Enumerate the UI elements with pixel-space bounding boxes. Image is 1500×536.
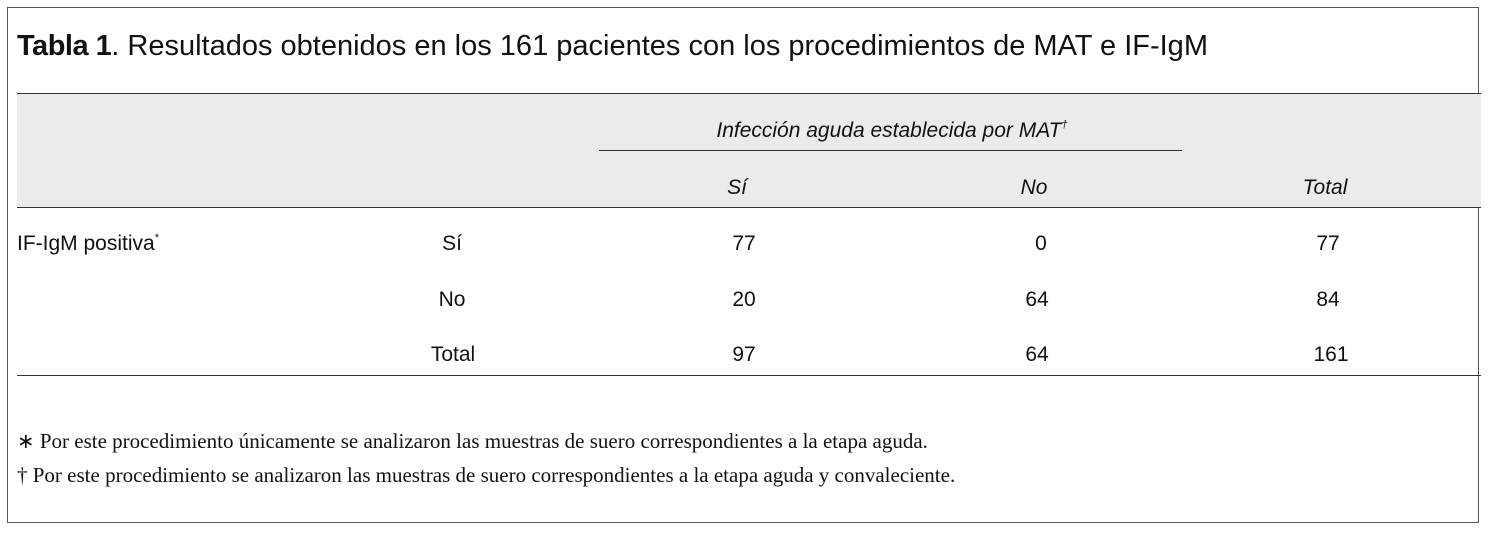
table-caption <box>17 30 1208 63</box>
cell-si-no: 0 <box>1035 232 1047 255</box>
row-label-si: Sí <box>442 232 462 255</box>
col-header-total: Total <box>1302 176 1348 199</box>
cell-total-si: 97 <box>732 343 756 366</box>
cell-si-si: 77 <box>732 232 756 255</box>
col-header-si: Sí <box>727 176 747 199</box>
spanner-header-mark: † <box>1061 119 1068 131</box>
caption-text: . Resultados obtenidos en los 161 pacientes con los procedimientos de MAT e IF-IgM <box>111 30 1208 62</box>
footnote-asterisk: ∗ Por este procedimiento únicamente se analizaron las muestras de suero correspondientes a la etapa aguda. <box>17 429 928 453</box>
caption-label: Tabla 1 <box>17 30 112 62</box>
row-group-label-text: IF-IgM positiva <box>17 232 155 255</box>
spanner-header-text: Infección aguda establecida por MAT <box>716 119 1062 142</box>
cell-no-no: 64 <box>1025 288 1049 311</box>
cell-total-no: 64 <box>1025 343 1049 366</box>
col-header-no: No <box>1020 176 1048 199</box>
footnote-dagger: † Por este procedimiento se analizaron las muestras de suero correspondientes a la etapa aguda y convaleciente. <box>17 463 956 487</box>
cell-si-total: 77 <box>1316 232 1340 255</box>
cell-total-total: 161 <box>1313 343 1349 366</box>
row-label-no: No <box>438 288 466 311</box>
row-group-label <box>17 233 159 254</box>
cell-no-total: 84 <box>1316 288 1340 311</box>
row-group-mark: * <box>154 232 159 244</box>
table-bottom-rule <box>17 375 1481 376</box>
table-frame <box>7 7 1479 523</box>
row-label-total: Total <box>430 343 476 366</box>
spanner-header <box>716 120 1067 141</box>
cell-no-si: 20 <box>732 288 756 311</box>
spanner-rule <box>599 150 1182 151</box>
